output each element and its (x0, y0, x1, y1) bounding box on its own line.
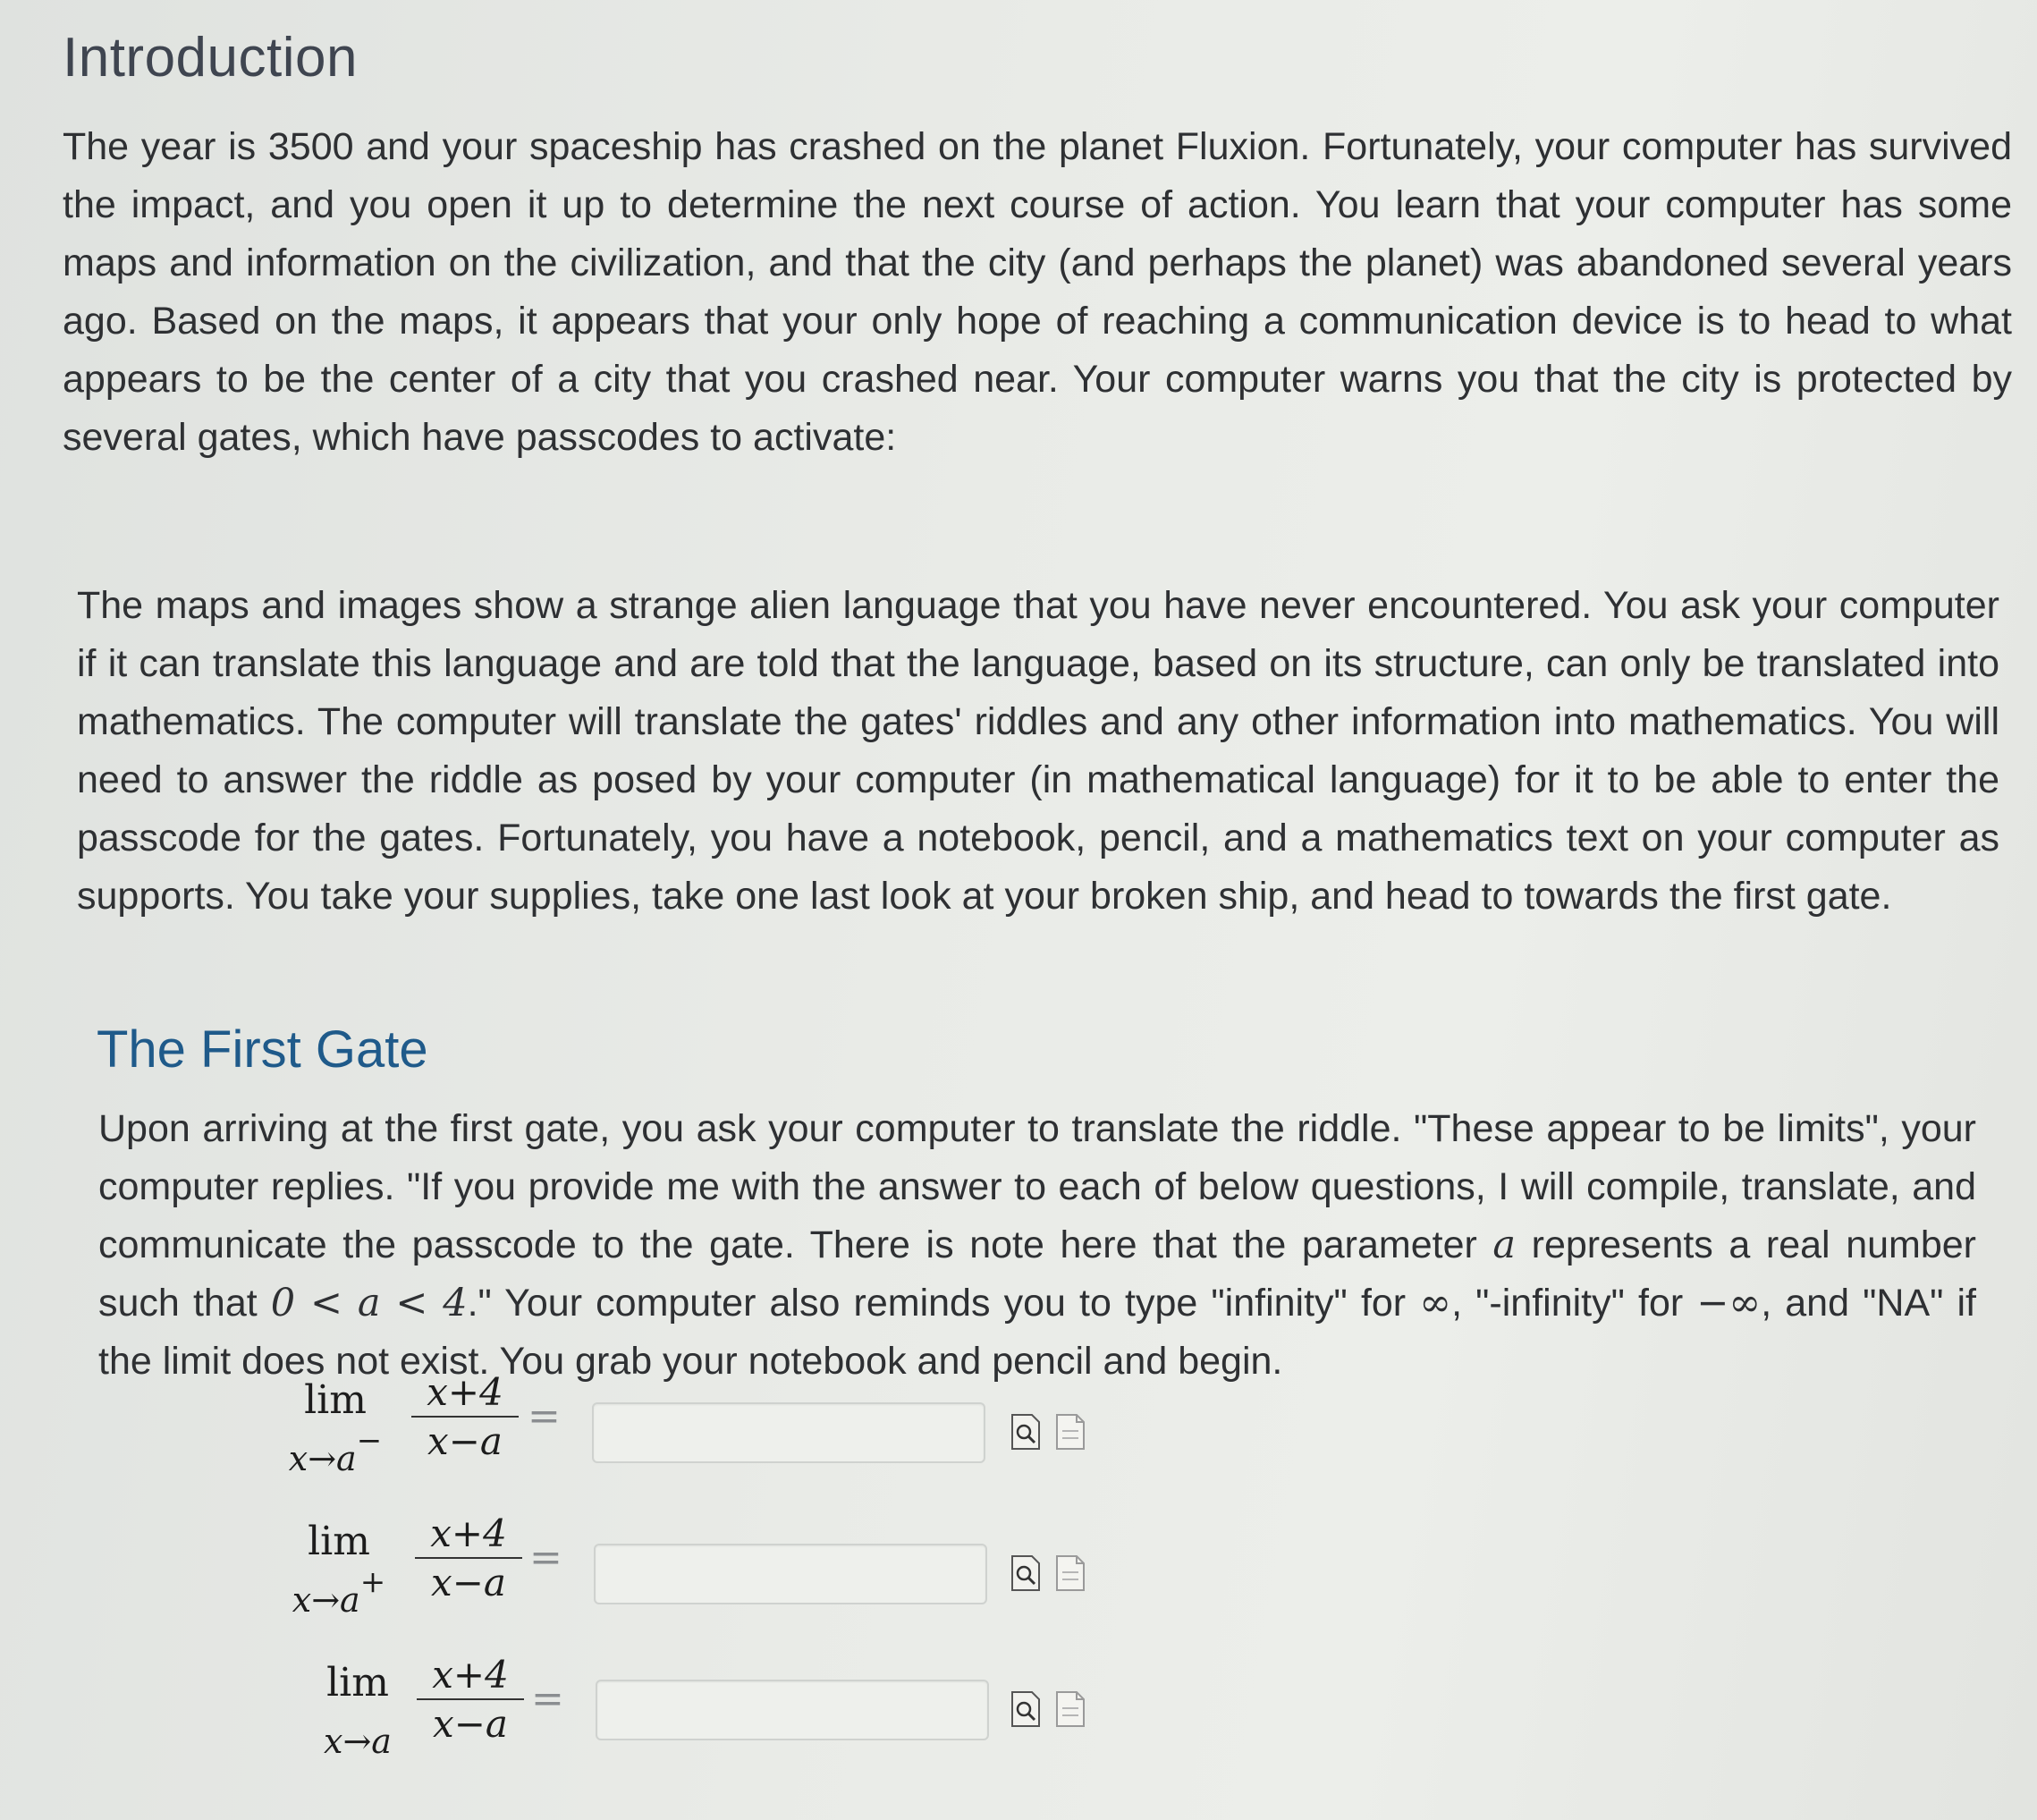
lim-approach (272, 1564, 406, 1620)
limit-operator (268, 1377, 402, 1478)
denominator: x−a (433, 1702, 508, 1746)
formula-help-icon[interactable] (1055, 1690, 1086, 1728)
first-gate-title: The First Gate (97, 1020, 428, 1079)
first-gate-paragraph (98, 1100, 1976, 1391)
gate-text-3: ." Your computer also reminds you to type "infinity" for (467, 1282, 1420, 1325)
preview-icon[interactable] (1010, 1413, 1041, 1451)
parameter-a: a (1492, 1223, 1517, 1267)
numerator: x+4 (417, 1653, 524, 1700)
lim-approach (304, 1706, 411, 1761)
answer-input-1[interactable] (592, 1402, 985, 1463)
limit-problem-3 (206, 1653, 1189, 1785)
limit-problem-1 (206, 1370, 1189, 1503)
gate-text-5: , and "NA" if the limit does not exist. You grab your notebook and pencil and begin. (98, 1282, 1977, 1383)
limit-problem-2 (206, 1511, 1189, 1644)
approach-side: + (359, 1564, 386, 1600)
answer-input-2[interactable] (594, 1544, 987, 1604)
answer-input-3[interactable] (596, 1680, 989, 1740)
formula-help-icon[interactable] (1055, 1554, 1086, 1592)
limit-operator (304, 1660, 411, 1761)
constraint-inequality: 0 < a < 4 (270, 1281, 468, 1325)
preview-icon[interactable] (1010, 1690, 1041, 1728)
gate-text-4: , "-infinity" for (1451, 1282, 1697, 1325)
formula-help-icon[interactable] (1055, 1413, 1086, 1451)
denominator: x−a (427, 1419, 503, 1463)
gate-text-2: represents a real number such that (98, 1223, 1976, 1325)
infinity-symbol: ∞ (1419, 1281, 1452, 1325)
lim-word: lim (326, 1660, 389, 1706)
intro-paragraph-2: The maps and images show a strange alien language that you have never encountered. You ask your computer if it can translate this language and are told that the language, based on its structure, can only be translated into mathematics. The computer will translate the gates' riddles and any other information into mathematics. You will need to answer the riddle as posed by your computer (in mathematical language) for it to be able to enter the passcode for the gates. Fortunately, you have a notebook, pencil, and a mathematics text on your computer as supports. You take your supplies, take one last look at your broken ship, and head to towards the first gate. (77, 584, 1999, 918)
approach-side: − (356, 1423, 383, 1459)
limit-operator (272, 1519, 406, 1620)
lim-word: lim (304, 1377, 367, 1423)
equals-sign: = (529, 1535, 562, 1580)
approach-text: x→a (288, 1439, 357, 1478)
equals-sign: = (528, 1393, 561, 1439)
fraction (415, 1511, 522, 1604)
fraction (411, 1370, 519, 1463)
lim-word: lim (308, 1519, 370, 1564)
intro-paragraph-1: The year is 3500 and your spaceship has crashed on the planet Fluxion. Fortunately, your computer has survived the impact, and you open it up to determine the next course of action. You learn that your computer has some maps and information on the civilization, and that the city (and perhaps the planet) was abandoned several years ago. Based on the maps, it appears that your only hope of reaching a communication device is to head to what appears to be the center of a city that you crashed near. Your computer warns you that the city is protected by several gates, which have passcodes to activate: (63, 125, 2012, 459)
gate-text-1: Upon arriving at the first gate, you ask your computer to translate the riddle. "These appear to be limits", your computer replies. "If you provide me with the answer to each of below questions, I will compile, translate, and communicate the passcode to the gate. There is note here that the parameter (98, 1107, 1976, 1266)
intro-title: Introduction (63, 27, 358, 89)
numerator: x+4 (411, 1370, 519, 1418)
equals-sign: = (531, 1676, 564, 1722)
content (63, 18, 2012, 1383)
fraction (417, 1653, 524, 1746)
preview-icon[interactable] (1010, 1554, 1041, 1592)
approach-text: x→a (324, 1722, 392, 1761)
denominator: x−a (431, 1561, 506, 1604)
approach-text: x→a (292, 1580, 360, 1620)
lim-approach (268, 1423, 402, 1478)
neg-infinity-symbol: −∞ (1696, 1281, 1762, 1325)
numerator: x+4 (415, 1511, 522, 1559)
